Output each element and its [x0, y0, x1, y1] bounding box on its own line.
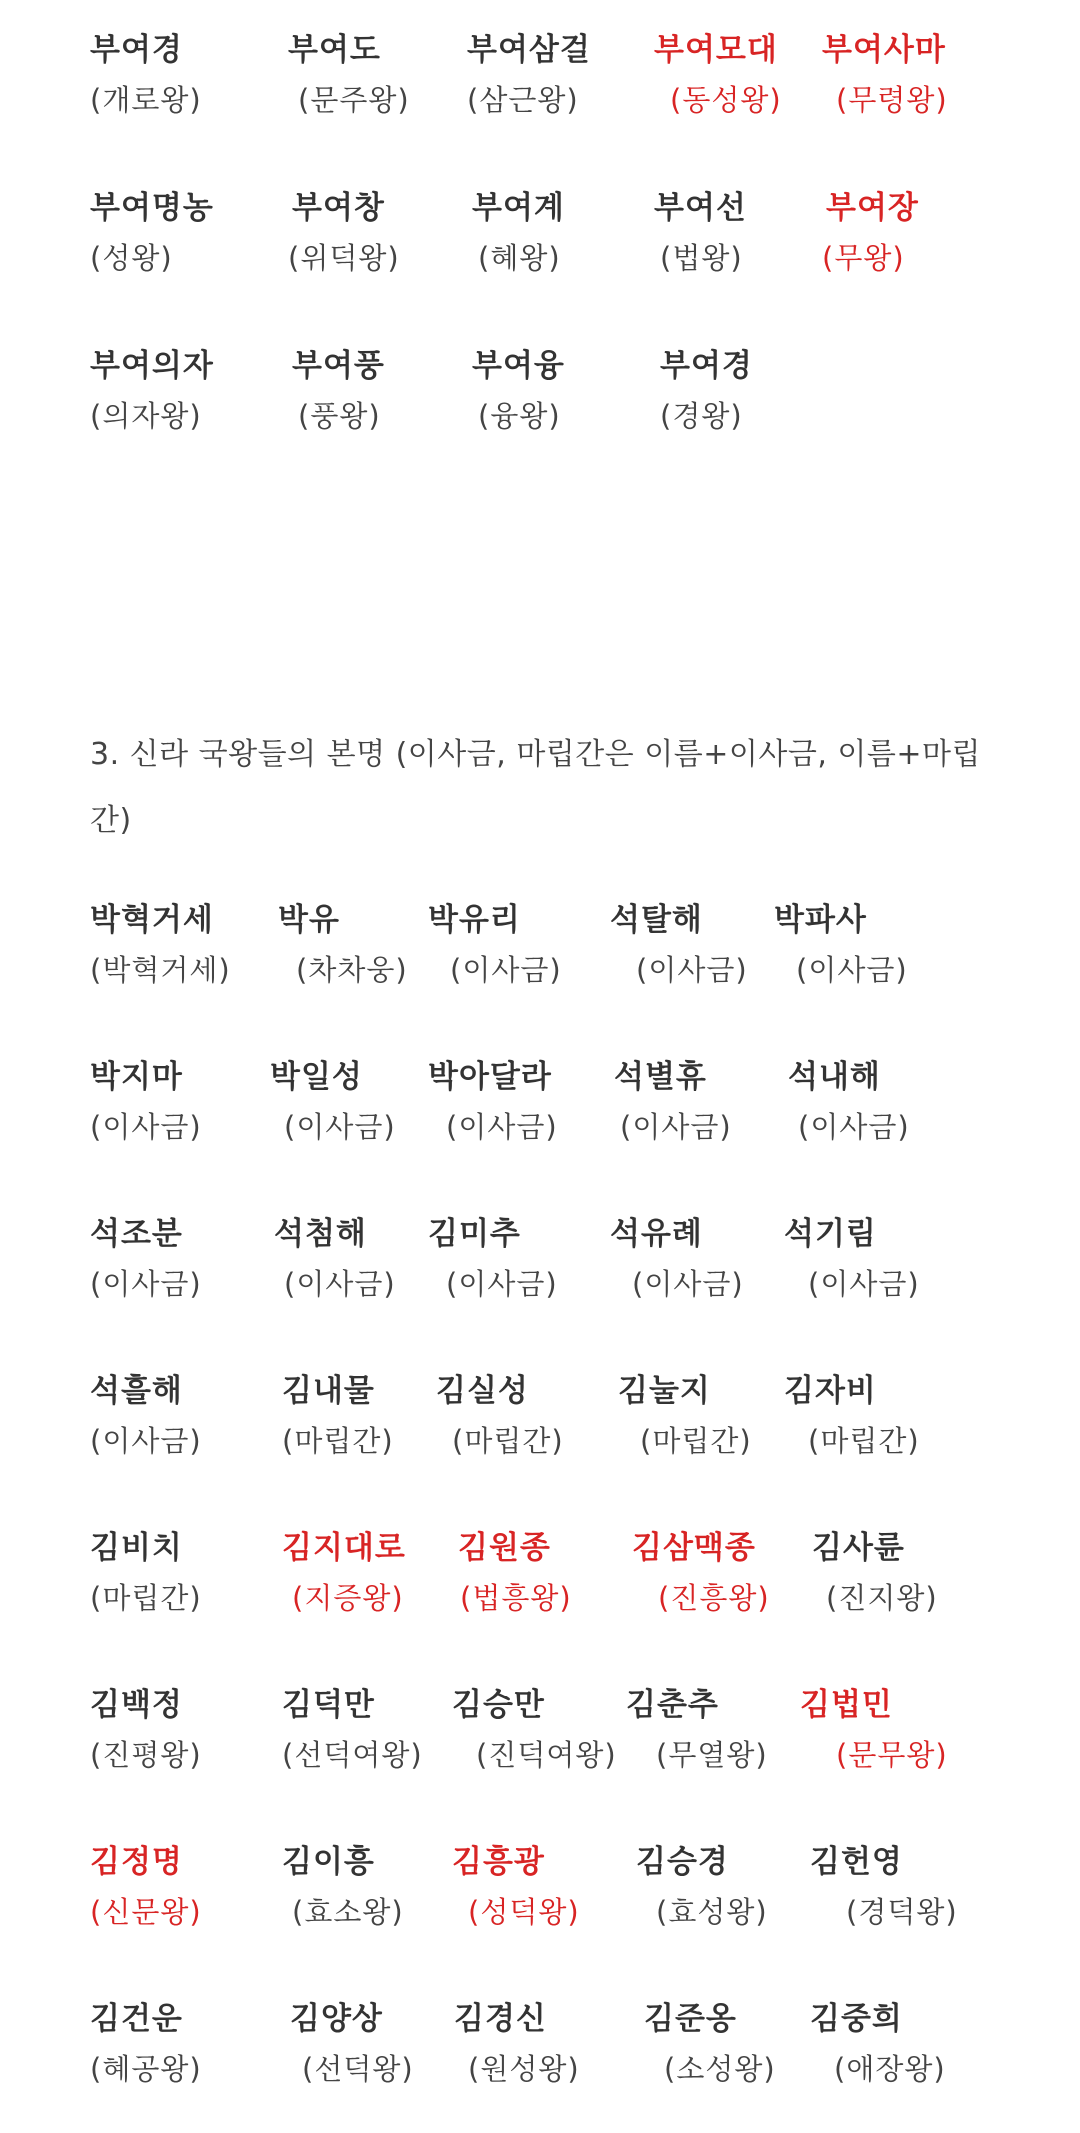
king-title: (성덕왕) — [468, 1895, 580, 1929]
king-name: 김삼맥종 — [632, 1530, 756, 1566]
king-name: 김사륜 — [812, 1530, 905, 1566]
king-name: 김승만 — [452, 1687, 545, 1723]
king-entry-highlighted — [822, 26, 948, 126]
king-entry-highlighted — [822, 184, 919, 284]
king-name: 부여계 — [472, 190, 565, 226]
king-entry — [90, 1681, 202, 1781]
king-name: 부여명농 — [90, 190, 214, 226]
king-entry — [472, 342, 565, 442]
king-title: (지증왕) — [292, 1581, 404, 1615]
king-title: (경왕) — [660, 399, 743, 433]
king-name: 석별휴 — [614, 1059, 707, 1095]
king-title: (원성왕) — [468, 2052, 580, 2086]
king-entry — [90, 1524, 202, 1624]
king-entry-highlighted — [654, 26, 782, 126]
king-title: (이사금) — [808, 1267, 920, 1301]
king-entry — [270, 1053, 396, 1153]
king-name: 김준옹 — [644, 2001, 737, 2037]
king-entry — [636, 1838, 768, 1938]
king-name: 석첨해 — [274, 1216, 367, 1252]
king-title: (진지왕) — [826, 1581, 938, 1615]
king-entry — [784, 1367, 920, 1467]
king-title: (차차웅) — [296, 953, 408, 987]
king-title: (마립간) — [452, 1424, 564, 1458]
king-name: 박파사 — [774, 902, 867, 938]
king-entry — [290, 1995, 414, 2095]
king-entry-highlighted — [458, 1524, 572, 1624]
king-entry — [774, 896, 908, 996]
king-name: 김실성 — [436, 1373, 529, 1409]
king-title: (법흥왕) — [460, 1581, 572, 1615]
king-name: 김정명 — [90, 1844, 183, 1880]
section-heading: 3. 신라 국왕들의 본명 (이사금, 마립간은 이름+이사금, 이름+마립간) — [90, 737, 981, 838]
king-name: 김헌영 — [810, 1844, 903, 1880]
king-title: (이사금) — [90, 1267, 202, 1301]
king-name: 김덕만 — [282, 1687, 375, 1723]
king-entry-highlighted — [632, 1524, 770, 1624]
king-name: 김비치 — [90, 1530, 183, 1566]
king-title: (개로왕) — [90, 83, 202, 117]
king-title: (소성왕) — [664, 2052, 776, 2086]
silla-row-7 — [0, 1838, 1080, 1948]
king-entry — [812, 1524, 938, 1624]
king-name: 김내물 — [282, 1373, 375, 1409]
king-entry — [614, 1053, 732, 1153]
king-title: (선덕여왕) — [282, 1738, 423, 1772]
king-entry — [428, 1053, 558, 1153]
king-entry — [452, 1681, 617, 1781]
king-title: (신문왕) — [90, 1895, 202, 1929]
king-title: (마립간) — [640, 1424, 752, 1458]
king-name: 김지대로 — [282, 1530, 406, 1566]
king-entry — [90, 342, 214, 442]
king-name: 부여도 — [288, 32, 381, 68]
king-name: 김춘추 — [626, 1687, 719, 1723]
silla-row-6 — [0, 1681, 1080, 1791]
king-name: 박아달라 — [428, 1059, 552, 1095]
king-name: 부여삼걸 — [467, 32, 591, 68]
king-title: (이사금) — [446, 1110, 558, 1144]
king-entry — [644, 1995, 776, 2095]
king-title: (이사금) — [284, 1110, 396, 1144]
king-entry-highlighted — [452, 1838, 580, 1938]
king-entry — [428, 1210, 558, 1310]
king-title: (삼근왕) — [467, 83, 579, 117]
king-entry — [282, 1838, 404, 1938]
king-name: 부여경 — [660, 348, 753, 384]
king-title: (성왕) — [90, 241, 173, 275]
king-name: 김백정 — [90, 1687, 183, 1723]
king-title: (동성왕) — [670, 83, 782, 117]
king-name: 부여선 — [654, 190, 747, 226]
king-title: (효성왕) — [656, 1895, 768, 1929]
king-name: 김미추 — [428, 1216, 521, 1252]
king-entry — [810, 1838, 958, 1938]
king-entry — [90, 1995, 202, 2095]
king-entry — [278, 896, 408, 996]
king-entry — [467, 26, 591, 126]
baekje-row-2 — [0, 184, 1080, 294]
king-title: (의자왕) — [90, 399, 202, 433]
king-title: (융왕) — [478, 399, 561, 433]
king-entry-highlighted — [90, 1838, 202, 1938]
king-title: (이사금) — [620, 1110, 732, 1144]
king-name: 김중희 — [810, 2001, 903, 2037]
king-name: 박유리 — [428, 902, 521, 938]
king-name: 석조분 — [90, 1216, 183, 1252]
king-name: 박일성 — [270, 1059, 363, 1095]
king-entry — [90, 26, 202, 126]
king-name: 김건운 — [90, 2001, 183, 2037]
king-title: (무왕) — [822, 241, 905, 275]
king-entry-highlighted — [282, 1524, 406, 1624]
king-entry — [610, 1210, 744, 1310]
king-entry — [810, 1995, 946, 2095]
king-entry — [90, 1053, 202, 1153]
silla-row-8 — [0, 1995, 1080, 2105]
king-title: (이사금) — [90, 1110, 202, 1144]
king-title: (박혁거세) — [90, 953, 231, 987]
king-name: 김눌지 — [618, 1373, 711, 1409]
king-title: (경덕왕) — [846, 1895, 958, 1929]
king-title: (진평왕) — [90, 1738, 202, 1772]
king-title: (마립간) — [282, 1424, 394, 1458]
king-entry — [270, 1210, 396, 1310]
king-title: (무열왕) — [656, 1738, 768, 1772]
king-title: (법왕) — [660, 241, 743, 275]
silla-row-1 — [0, 896, 1080, 1006]
king-title: (혜왕) — [478, 241, 561, 275]
king-name: 박지마 — [90, 1059, 183, 1095]
king-name: 김자비 — [784, 1373, 877, 1409]
silla-row-5 — [0, 1524, 1080, 1634]
king-entry — [282, 1367, 394, 1467]
king-title: (이사금) — [90, 1424, 202, 1458]
king-entry — [90, 1210, 202, 1310]
king-entry — [292, 342, 385, 442]
king-name: 부여풍 — [292, 348, 385, 384]
king-title: (위덕왕) — [288, 241, 400, 275]
king-title: (이사금) — [798, 1110, 910, 1144]
king-name: 석유례 — [610, 1216, 703, 1252]
king-name: 김승경 — [636, 1844, 729, 1880]
king-name: 박혁거세 — [90, 902, 214, 938]
king-name: 부여장 — [826, 190, 919, 226]
king-title: (이사금) — [636, 953, 748, 987]
king-title: (문무왕) — [836, 1738, 948, 1772]
king-name: 김법민 — [800, 1687, 893, 1723]
king-name: 부여사마 — [822, 32, 946, 68]
king-title: (이사금) — [284, 1267, 396, 1301]
king-name: 석흘해 — [90, 1373, 183, 1409]
king-name: 부여의자 — [90, 348, 214, 384]
king-title: (이사금) — [796, 953, 908, 987]
king-entry — [626, 1681, 768, 1781]
king-name: 김경신 — [454, 2001, 547, 2037]
king-name: 부여융 — [472, 348, 565, 384]
silla-row-4 — [0, 1367, 1080, 1477]
silla-row-2 — [0, 1053, 1080, 1163]
king-name: 석기림 — [784, 1216, 877, 1252]
king-title: (이사금) — [450, 953, 562, 987]
king-entry — [90, 1367, 202, 1467]
king-entry — [618, 1367, 752, 1467]
king-title: (마립간) — [808, 1424, 920, 1458]
king-title: (애장왕) — [834, 2052, 946, 2086]
silla-row-3 — [0, 1210, 1080, 1320]
king-name: 김원종 — [458, 1530, 551, 1566]
king-entry — [660, 342, 753, 442]
king-entry — [610, 896, 748, 996]
king-entry — [436, 1367, 564, 1467]
king-title: (이사금) — [446, 1267, 558, 1301]
king-entry — [288, 184, 400, 284]
king-entry — [288, 26, 410, 126]
king-entry — [788, 1053, 910, 1153]
king-entry — [90, 896, 231, 996]
king-name: 박유 — [278, 902, 340, 938]
king-title: (효소왕) — [292, 1895, 404, 1929]
king-title: (진흥왕) — [658, 1581, 770, 1615]
king-name: 부여모대 — [654, 32, 778, 68]
king-title: (문주왕) — [298, 83, 410, 117]
king-name: 김흥광 — [452, 1844, 545, 1880]
king-entry — [472, 184, 565, 284]
king-entry — [454, 1995, 580, 2095]
king-title: (마립간) — [90, 1581, 202, 1615]
king-title: (진덕여왕) — [476, 1738, 617, 1772]
king-entry — [282, 1681, 423, 1781]
king-name: 석내해 — [788, 1059, 881, 1095]
king-name: 김이흥 — [282, 1844, 375, 1880]
king-entry — [784, 1210, 920, 1310]
king-entry-highlighted — [800, 1681, 948, 1781]
king-entry — [654, 184, 747, 284]
king-name: 김양상 — [290, 2001, 383, 2037]
baekje-row-3 — [0, 342, 1080, 452]
king-title: (풍왕) — [298, 399, 381, 433]
king-entry — [428, 896, 562, 996]
baekje-row-1 — [0, 26, 1080, 136]
king-title: (혜공왕) — [90, 2052, 202, 2086]
king-name: 석탈해 — [610, 902, 703, 938]
king-title: (이사금) — [632, 1267, 744, 1301]
king-name: 부여경 — [90, 32, 183, 68]
king-name: 부여창 — [292, 190, 385, 226]
king-title: (선덕왕) — [302, 2052, 414, 2086]
king-title: (무령왕) — [836, 83, 948, 117]
king-entry — [90, 184, 214, 284]
